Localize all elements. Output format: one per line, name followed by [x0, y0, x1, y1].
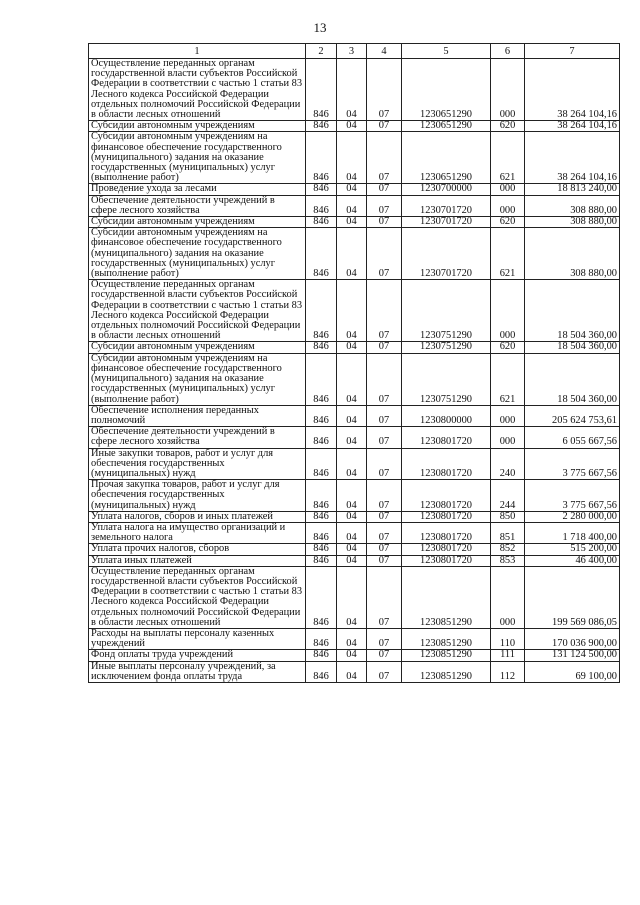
cell-grbs: 846: [306, 555, 337, 566]
cell-rz: 04: [337, 427, 367, 448]
cell-vr: 853: [491, 555, 525, 566]
cell-rz: 04: [337, 566, 367, 628]
cell-pr: 07: [367, 228, 402, 280]
cell-vr: 000: [491, 566, 525, 628]
table-row: [89, 195, 620, 216]
cell-name: Уплата прочих налогов, сборов: [89, 544, 306, 555]
cell-sum: 6 055 667,56: [525, 427, 620, 448]
cell-name: Осуществление переданных органам государственной власти субъектов Российской Федерации в соответствии с частью 1 статьи 83 Лесного кодекса Российской Федерации отдельных полномочий Российской Федерации в области лесных отношений: [89, 566, 306, 628]
page-number: 13: [313, 20, 327, 35]
cell-rz: 04: [337, 522, 367, 543]
cell-rz: 04: [337, 353, 367, 405]
cell-name: Обеспечение деятельности учреждений в сфере лесного хозяйства: [89, 195, 306, 216]
table-row: [89, 427, 620, 448]
cell-csr: 1230851290: [402, 566, 491, 628]
cell-csr: 1230851290: [402, 661, 491, 682]
cell-csr: 1230751290: [402, 353, 491, 405]
cell-vr: 110: [491, 628, 525, 649]
cell-name: Субсидии автономным учреждениям на финансовое обеспечение государственного (муниципального) задания на оказание государственных (муниципальных) услуг (выполнение работ): [89, 228, 306, 280]
cell-csr: 1230751290: [402, 342, 491, 353]
cell-grbs: 846: [306, 132, 337, 184]
cell-sum: 38 264 104,16: [525, 59, 620, 121]
table-row: [89, 555, 620, 566]
cell-name: Субсидии автономным учреждениям: [89, 342, 306, 353]
table-row: [89, 522, 620, 543]
cell-pr: 07: [367, 566, 402, 628]
cell-rz: 04: [337, 280, 367, 342]
table-row: [89, 217, 620, 228]
cell-pr: 07: [367, 59, 402, 121]
cell-csr: 1230801720: [402, 427, 491, 448]
cell-csr: 1230701720: [402, 195, 491, 216]
cell-sum: 3 775 667,56: [525, 448, 620, 480]
budget-table: [88, 43, 620, 683]
cell-name: Уплата иных платежей: [89, 555, 306, 566]
cell-rz: 04: [337, 661, 367, 682]
cell-vr: 000: [491, 280, 525, 342]
cell-pr: 07: [367, 184, 402, 195]
cell-vr: 000: [491, 427, 525, 448]
cell-vr: 621: [491, 228, 525, 280]
table-row: [89, 342, 620, 353]
cell-grbs: 846: [306, 544, 337, 555]
cell-rz: 04: [337, 228, 367, 280]
cell-sum: 1 718 400,00: [525, 522, 620, 543]
cell-rz: 04: [337, 217, 367, 228]
header-cell: 4: [367, 44, 402, 59]
cell-sum: 205 624 753,61: [525, 405, 620, 426]
cell-name: Субсидии автономным учреждениям на финансовое обеспечение государственного (муниципального) задания на оказание государственных (муниципальных) услуг (выполнение работ): [89, 353, 306, 405]
cell-vr: 852: [491, 544, 525, 555]
cell-sum: 69 100,00: [525, 661, 620, 682]
cell-rz: 04: [337, 59, 367, 121]
cell-grbs: 846: [306, 195, 337, 216]
cell-pr: 07: [367, 132, 402, 184]
cell-grbs: 846: [306, 184, 337, 195]
table-row: [89, 566, 620, 628]
cell-sum: 38 264 104,16: [525, 132, 620, 184]
cell-grbs: 846: [306, 353, 337, 405]
cell-grbs: 846: [306, 217, 337, 228]
cell-csr: 1230801720: [402, 544, 491, 555]
cell-rz: 04: [337, 342, 367, 353]
table-row: [89, 544, 620, 555]
cell-name: Обеспечение деятельности учреждений в сфере лесного хозяйства: [89, 427, 306, 448]
cell-pr: 07: [367, 342, 402, 353]
cell-grbs: 846: [306, 628, 337, 649]
table-row: [89, 661, 620, 682]
cell-pr: 07: [367, 353, 402, 405]
table-row: [89, 448, 620, 480]
cell-sum: 515 200,00: [525, 544, 620, 555]
cell-csr: 1230701720: [402, 217, 491, 228]
cell-vr: 621: [491, 132, 525, 184]
cell-sum: 199 569 086,05: [525, 566, 620, 628]
cell-csr: 1230651290: [402, 121, 491, 132]
cell-name: Проведение ухода за лесами: [89, 184, 306, 195]
cell-vr: 000: [491, 195, 525, 216]
cell-grbs: 846: [306, 405, 337, 426]
cell-rz: 04: [337, 405, 367, 426]
table-row: [89, 132, 620, 184]
cell-csr: 1230701720: [402, 228, 491, 280]
cell-vr: 620: [491, 342, 525, 353]
cell-sum: 38 264 104,16: [525, 121, 620, 132]
cell-name: Расходы на выплаты персоналу казенных учреждений: [89, 628, 306, 649]
table-row: [89, 405, 620, 426]
cell-pr: 07: [367, 121, 402, 132]
cell-pr: 07: [367, 217, 402, 228]
table-row: [89, 280, 620, 342]
cell-rz: 04: [337, 650, 367, 661]
cell-vr: 620: [491, 217, 525, 228]
cell-vr: 850: [491, 511, 525, 522]
cell-name: Субсидии автономным учреждениям: [89, 121, 306, 132]
cell-pr: 07: [367, 555, 402, 566]
cell-name: Субсидии автономным учреждениям на финансовое обеспечение государственного (муниципального) задания на оказание государственных (муниципальных) услуг (выполнение работ): [89, 132, 306, 184]
cell-vr: 112: [491, 661, 525, 682]
cell-pr: 07: [367, 511, 402, 522]
table-row: [89, 353, 620, 405]
cell-name: Прочая закупка товаров, работ и услуг для обеспечения государственных (муниципальных) нужд: [89, 480, 306, 512]
cell-vr: 000: [491, 405, 525, 426]
cell-pr: 07: [367, 661, 402, 682]
cell-sum: 308 880,00: [525, 228, 620, 280]
table-row: [89, 628, 620, 649]
cell-csr: 1230801720: [402, 480, 491, 512]
cell-rz: 04: [337, 544, 367, 555]
header-cell: 3: [337, 44, 367, 59]
table-row: [89, 511, 620, 522]
cell-sum: 18 504 360,00: [525, 280, 620, 342]
cell-name: Осуществление переданных органам государственной власти субъектов Российской Федерации в соответствии с частью 1 статьи 83 Лесного кодекса Российской Федерации отдельных полномочий Российской Федерации в области лесных отношений: [89, 280, 306, 342]
cell-csr: 1230800000: [402, 405, 491, 426]
cell-sum: 131 124 500,00: [525, 650, 620, 661]
cell-grbs: 846: [306, 280, 337, 342]
table-row: [89, 480, 620, 512]
cell-sum: 46 400,00: [525, 555, 620, 566]
cell-csr: 1230651290: [402, 59, 491, 121]
cell-grbs: 846: [306, 427, 337, 448]
header-cell: 6: [491, 44, 525, 59]
cell-pr: 07: [367, 427, 402, 448]
cell-rz: 04: [337, 628, 367, 649]
cell-vr: 000: [491, 184, 525, 195]
header-row: [89, 44, 620, 59]
cell-rz: 04: [337, 121, 367, 132]
cell-rz: 04: [337, 184, 367, 195]
cell-sum: 3 775 667,56: [525, 480, 620, 512]
cell-rz: 04: [337, 195, 367, 216]
cell-grbs: 846: [306, 59, 337, 121]
cell-name: Субсидии автономным учреждениям: [89, 217, 306, 228]
cell-pr: 07: [367, 522, 402, 543]
cell-sum: 308 880,00: [525, 217, 620, 228]
cell-csr: 1230801720: [402, 522, 491, 543]
table-row: [89, 184, 620, 195]
cell-name: Обеспечение исполнения переданных полномочий: [89, 405, 306, 426]
cell-sum: 18 504 360,00: [525, 342, 620, 353]
cell-pr: 07: [367, 195, 402, 216]
cell-csr: 1230801720: [402, 448, 491, 480]
header-cell: 5: [402, 44, 491, 59]
table-row: [89, 121, 620, 132]
cell-grbs: 846: [306, 342, 337, 353]
cell-csr: 1230801720: [402, 555, 491, 566]
cell-pr: 07: [367, 448, 402, 480]
cell-pr: 07: [367, 544, 402, 555]
cell-csr: 1230851290: [402, 628, 491, 649]
cell-grbs: 846: [306, 121, 337, 132]
cell-rz: 04: [337, 448, 367, 480]
cell-csr: 1230751290: [402, 280, 491, 342]
cell-sum: 170 036 900,00: [525, 628, 620, 649]
table-row: [89, 228, 620, 280]
cell-name: Уплата налога на имущество организаций и земельного налога: [89, 522, 306, 543]
cell-pr: 07: [367, 628, 402, 649]
cell-name: Иные выплаты персоналу учреждений, за исключением фонда оплаты труда: [89, 661, 306, 682]
cell-grbs: 846: [306, 566, 337, 628]
cell-vr: 851: [491, 522, 525, 543]
cell-name: Уплата налогов, сборов и иных платежей: [89, 511, 306, 522]
cell-grbs: 846: [306, 480, 337, 512]
cell-pr: 07: [367, 280, 402, 342]
cell-vr: 244: [491, 480, 525, 512]
header-cell: 1: [89, 44, 306, 59]
header-cell: 2: [306, 44, 337, 59]
cell-grbs: 846: [306, 661, 337, 682]
cell-pr: 07: [367, 650, 402, 661]
cell-sum: 2 280 000,00: [525, 511, 620, 522]
cell-grbs: 846: [306, 522, 337, 543]
header-cell: 7: [525, 44, 620, 59]
cell-csr: 1230700000: [402, 184, 491, 195]
cell-name: Осуществление переданных органам государственной власти субъектов Российской Федерации в соответствии с частью 1 статьи 83 Лесного кодекса Российской Федерации отдельных полномочий Российской Федерации в области лесных отношений: [89, 59, 306, 121]
cell-grbs: 846: [306, 511, 337, 522]
cell-vr: 621: [491, 353, 525, 405]
cell-pr: 07: [367, 480, 402, 512]
cell-rz: 04: [337, 132, 367, 184]
cell-rz: 04: [337, 555, 367, 566]
cell-name: Фонд оплаты труда учреждений: [89, 650, 306, 661]
cell-vr: 620: [491, 121, 525, 132]
table-row: [89, 650, 620, 661]
cell-csr: 1230851290: [402, 650, 491, 661]
cell-sum: 308 880,00: [525, 195, 620, 216]
cell-csr: 1230801720: [402, 511, 491, 522]
cell-rz: 04: [337, 511, 367, 522]
table-row: [89, 59, 620, 121]
cell-grbs: 846: [306, 228, 337, 280]
cell-grbs: 846: [306, 650, 337, 661]
cell-vr: 000: [491, 59, 525, 121]
cell-name: Иные закупки товаров, работ и услуг для обеспечения государственных (муниципальных) нужд: [89, 448, 306, 480]
cell-sum: 18 504 360,00: [525, 353, 620, 405]
cell-rz: 04: [337, 480, 367, 512]
cell-vr: 111: [491, 650, 525, 661]
cell-vr: 240: [491, 448, 525, 480]
cell-grbs: 846: [306, 448, 337, 480]
cell-csr: 1230651290: [402, 132, 491, 184]
cell-sum: 18 813 240,00: [525, 184, 620, 195]
cell-pr: 07: [367, 405, 402, 426]
